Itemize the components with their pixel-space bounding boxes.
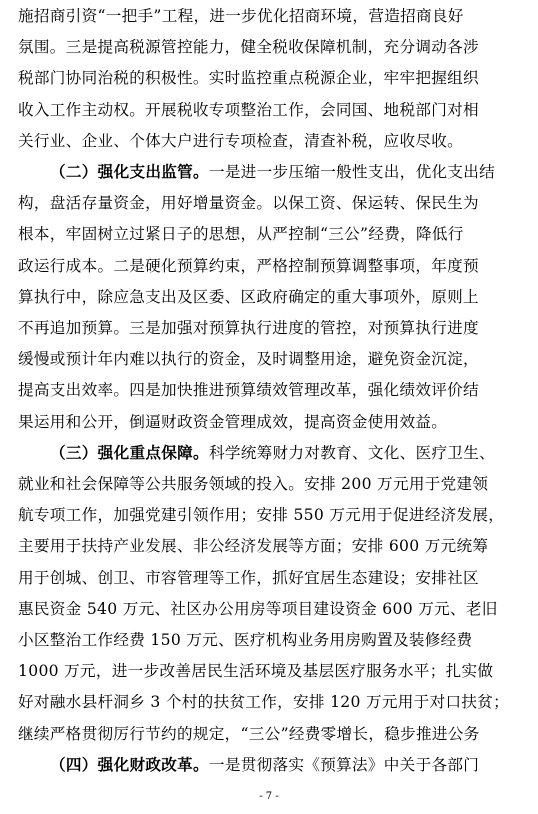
- text-line: 氛围。三是提高税源管控能力，健全税收保障机制，充分调动各涉: [18, 38, 479, 57]
- section-heading: （四）强化财政改革。: [50, 754, 209, 774]
- text-line: 果运用和公开，倒逼财政资金管理成效，提高资金使用效益。: [18, 412, 448, 431]
- paragraph-text: 科学统筹财力对教育、文化、医疗卫生、: [208, 443, 496, 462]
- text-line: 施招商引资“一把手”工程，进一步优化招商环境，营造招商良好: [18, 7, 464, 25]
- text-line: 1000 万元，进一步改善居民生活环境及基层医疗服务水平；扎实做: [18, 662, 494, 681]
- text-line: 构，盘活存量资金，用好增量资金。以保工资、保运转、保民生为: [18, 194, 479, 213]
- text-line: 用于创城、创卫、市容管理等工作，抓好宜居生态建设；安排社区: [18, 568, 479, 587]
- text-line: 惠民资金 540 万元、社区办公用房等项目建设资金 600 万元、老旧: [18, 599, 498, 618]
- text-line: 航专项工作，加强党建引领作用；安排 550 万元用于促进经济发展，: [18, 506, 505, 525]
- text-line: 收入工作主动权。开展税收专项整治工作，会同国、地税部门对相: [18, 100, 479, 119]
- text-line: 关行业、企业、个体大户进行专项检查，清查补税，应收尽收。: [18, 131, 464, 150]
- paragraph-text: 一是贯彻落实《预算法》中关于各部门: [208, 755, 480, 774]
- text-line: 政运行成本。二是硬化预算约束，严格控制预算调整事项，年度预: [18, 256, 479, 275]
- text-line: 就业和社会保障等公共服务领域的投入。安排 200 万元用于党建领: [18, 475, 489, 493]
- text-line: 好对融水县杆洞乡 3 个村的扶贫工作，安排 120 万元用于对口扶贫；: [18, 693, 510, 712]
- section-heading: （二）强化支出监管。: [50, 162, 209, 181]
- section-heading: （三）强化重点保障。: [50, 442, 209, 462]
- page-number: - 7 -: [259, 791, 279, 802]
- paragraph-text: 一是进一步压缩一般性支出，优化支出结: [208, 163, 496, 181]
- text-line: 不再追加预算。三是加强对预算执行进度的管控，对预算执行进度: [18, 319, 479, 337]
- paragraph-first-line: [50, 755, 510, 775]
- text-line: 小区整治工作经费 150 万元、医疗机构业务用房购置及装修经费: [18, 631, 473, 649]
- text-line: 缓慢或预计年内难以执行的资金，及时调整用途，避免资金沉淀，: [18, 350, 479, 369]
- text-line: 税部门协同治税的积极性。实时监控重点税源企业，牢牢把握组织: [18, 69, 479, 88]
- text-line: 算执行中，除应急支出及区委、区政府确定的重大事项外，原则上: [18, 287, 479, 306]
- text-line: 提高支出效率。四是加快推进预算绩效管理改革，强化绩效评价结: [18, 381, 479, 400]
- paragraph-first-line: [50, 443, 510, 463]
- paragraph-first-line: [50, 162, 510, 182]
- text-line: 继续严格贯彻厉行节约的规定，“三公”经费零增长，稳步推进公务: [18, 724, 480, 743]
- text-line: 根本，牢固树立过紧日子的思想，从严控制“三公”经费，降低行: [18, 225, 464, 244]
- text-line: 主要用于扶持产业发展、非公经济发展等方面；安排 600 万元统筹: [18, 537, 489, 556]
